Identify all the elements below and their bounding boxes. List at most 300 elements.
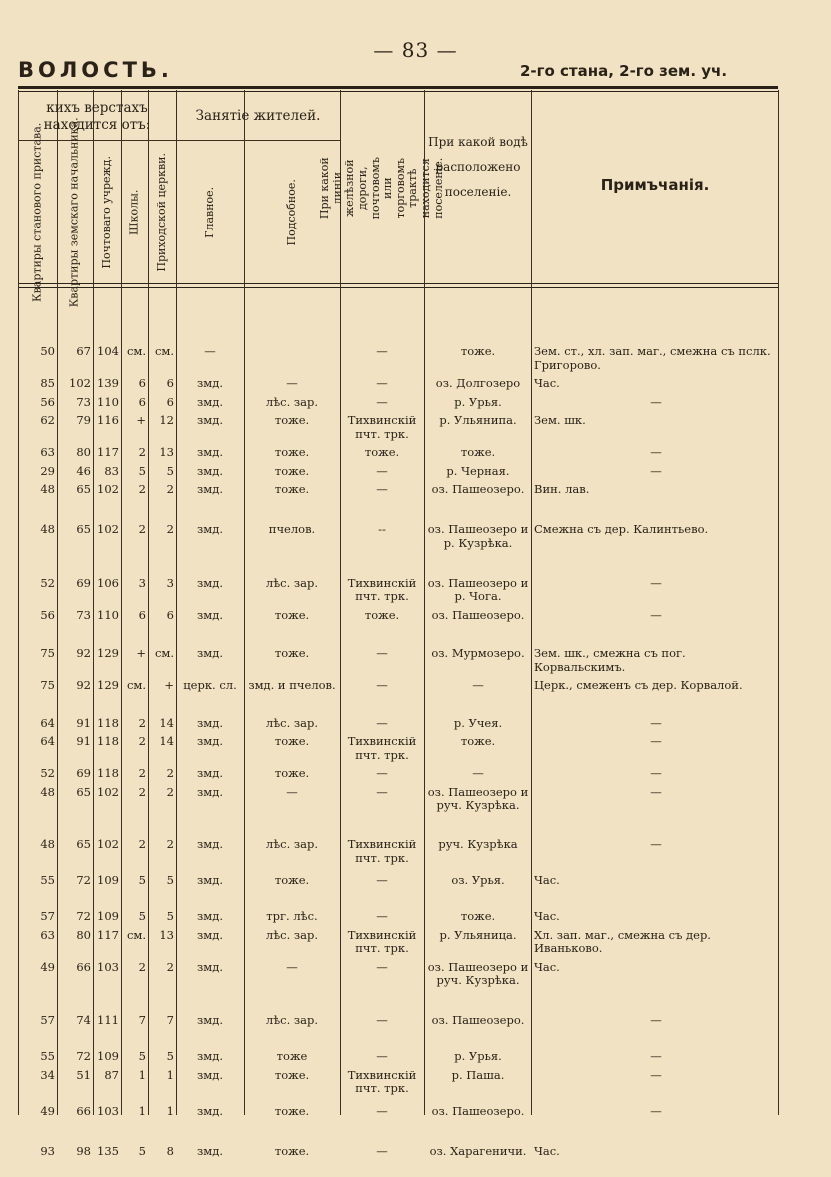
cell-water: р. Черная. — [446, 464, 510, 478]
cell-main: змд. — [197, 910, 223, 924]
table-row — [18, 647, 778, 679]
cell-water: р. Ульянипа. — [439, 414, 517, 427]
cell-school: 5 — [138, 464, 146, 478]
cell-rail: — — [376, 1014, 388, 1028]
cell-zem: 92 — [76, 679, 91, 693]
table-row — [18, 345, 778, 377]
cell-aux: тоже. — [274, 608, 310, 622]
cell-note: — — [650, 608, 662, 622]
table-row — [18, 717, 778, 736]
cell-post: 106 — [97, 576, 119, 590]
header-zem: Квартиры земскаго начальника. — [67, 117, 81, 307]
cell-aux: тоже — [276, 1050, 308, 1064]
cell-school: 5 — [138, 874, 146, 888]
data-table — [18, 345, 778, 1177]
cell-zem: 65 — [76, 523, 91, 537]
cell-school: 6 — [138, 395, 146, 409]
table-row — [18, 1145, 778, 1177]
cell-stan: 52 — [40, 767, 55, 781]
header-railway: При какой линіи желѣзной дороги, почтовомъ или торговомъ трактѣ находится поселеніе. — [317, 156, 445, 220]
cell-main: змд. — [197, 1014, 223, 1028]
cell-main: змд. — [197, 446, 223, 459]
cell-note: Час. — [534, 377, 560, 390]
cell-rail: — — [376, 785, 388, 799]
cell-rail: — — [376, 1104, 388, 1118]
cell-post: 109 — [97, 1050, 119, 1064]
header-bottom-rule-2 — [18, 287, 778, 288]
cell-aux: лѣс. зар. — [265, 838, 319, 852]
cell-note: Церк., смеженъ съ дер. Корвалой. — [534, 679, 743, 693]
cell-post: 117 — [97, 928, 119, 942]
table-row — [18, 377, 778, 396]
cell-church: 5 — [166, 874, 174, 888]
cell-school: 5 — [138, 1050, 146, 1064]
cell-church: 6 — [166, 608, 174, 622]
cell-main: змд. — [197, 785, 223, 799]
cell-water: р. Ульяница. — [439, 928, 517, 942]
table-row — [18, 961, 778, 1015]
cell-zem: 92 — [76, 647, 91, 661]
cell-rail: Тихвинскій пчт. трк. — [347, 838, 417, 865]
cell-water: р. Учея. — [453, 716, 503, 730]
cell-school: см. — [126, 345, 146, 358]
cell-school: 2 — [138, 735, 146, 749]
cell-rail: — — [376, 716, 388, 730]
cell-water: тоже. — [460, 446, 496, 459]
cell-church: 12 — [159, 414, 174, 427]
cell-aux: тоже. — [274, 1068, 310, 1082]
cell-school: + — [136, 414, 146, 427]
cell-note: — — [650, 1068, 662, 1082]
cell-water: оз. Пашеозеро и р. Кузрѣка. — [427, 523, 529, 550]
cell-post: 103 — [97, 1104, 119, 1118]
table-row — [18, 910, 778, 929]
cell-water: — — [472, 679, 484, 693]
header-water: При какой водѣ расположено поселеніе. — [428, 135, 528, 199]
cell-rail: тоже. — [364, 608, 400, 622]
cell-water: оз. Мурмозеро. — [431, 647, 525, 661]
cell-post: 118 — [97, 767, 119, 781]
cell-zem: 46 — [76, 464, 91, 478]
cell-note: Смежна съ дер. Калинтьево. — [534, 523, 709, 537]
table-row — [18, 1050, 778, 1069]
cell-zem: 67 — [76, 345, 91, 358]
cell-church: 5 — [166, 910, 174, 924]
cell-main: змд. — [197, 874, 223, 888]
cell-note: — — [650, 1014, 662, 1028]
cell-note: Вин. лав. — [534, 483, 590, 496]
cell-church: 5 — [166, 464, 174, 478]
cell-post: 102 — [97, 523, 119, 537]
cell-post: 139 — [97, 377, 119, 390]
cell-main: змд. — [197, 1068, 223, 1082]
distance-group-header: кихъ верстахъ находится отъ: — [43, 100, 151, 133]
cell-church: 6 — [166, 377, 174, 390]
cell-zem: 80 — [76, 928, 91, 942]
cell-rail: — — [376, 874, 388, 888]
cell-main: змд. — [197, 464, 223, 478]
cell-school: 2 — [138, 785, 146, 799]
cell-aux: тоже. — [274, 1104, 310, 1118]
cell-aux: лѣс. зар. — [265, 716, 319, 730]
table-row — [18, 735, 778, 767]
cell-aux: тоже. — [274, 483, 310, 496]
cell-zem: 65 — [76, 785, 91, 799]
cell-zem: 65 — [76, 483, 91, 496]
cell-rail: Тихвинскій пчт. трк. — [347, 735, 417, 762]
header-notes: Примъчанія. — [600, 176, 710, 194]
cell-aux: лѣс. зар. — [265, 928, 319, 942]
cell-main: змд. — [197, 960, 223, 974]
cell-main: змд. — [197, 1144, 223, 1158]
cell-school: 2 — [138, 838, 146, 852]
cell-note: Час. — [534, 874, 560, 888]
table-row — [18, 786, 778, 838]
cell-stan: 64 — [40, 716, 55, 730]
cell-water: р. Паша. — [451, 1068, 505, 1082]
cell-church: 14 — [159, 735, 174, 749]
cell-stan: 49 — [40, 960, 55, 974]
cell-stan: 56 — [40, 395, 55, 409]
cell-main: змд. — [197, 483, 223, 496]
cell-rail: Тихвинскій пчт. трк. — [347, 928, 417, 956]
cell-stan: 34 — [40, 1068, 55, 1082]
cell-water: оз. Пашеозеро и руч. Кузрѣка. — [427, 960, 529, 988]
table-row — [18, 874, 778, 910]
table-row — [18, 465, 778, 484]
cell-note: — — [650, 1050, 662, 1064]
cell-rail: — — [376, 1144, 388, 1158]
cell-stan: 48 — [40, 838, 55, 852]
cell-school: 2 — [138, 523, 146, 537]
cell-school: 2 — [138, 483, 146, 496]
cell-school: 2 — [138, 446, 146, 459]
table-row — [18, 679, 778, 716]
cell-main: змд. — [197, 608, 223, 622]
table-row — [18, 396, 778, 415]
header-right: 2-го стана, 2-го зем. уч. — [520, 62, 728, 80]
table-row — [18, 577, 778, 609]
cell-aux: змд. и пчелов. — [248, 679, 336, 693]
cell-church: 2 — [166, 960, 174, 974]
cell-note: — — [650, 838, 662, 852]
cell-zem: 73 — [76, 608, 91, 622]
cell-school: + — [136, 647, 146, 661]
cell-zem: 102 — [69, 377, 91, 390]
cell-church: см. — [154, 345, 174, 358]
cell-post: 83 — [104, 464, 119, 478]
cell-zem: 79 — [76, 414, 91, 427]
cell-stan: 55 — [40, 1050, 55, 1064]
cell-note: Час. — [534, 1144, 560, 1158]
cell-note: Хл. зап. маг., смежна съ дер. Иваньково. — [534, 928, 711, 956]
cell-school: 5 — [138, 1144, 146, 1158]
cell-church: 2 — [166, 483, 174, 496]
cell-church: 3 — [166, 576, 174, 590]
header-left: ВОЛОСТЬ. — [18, 58, 173, 82]
cell-main: змд. — [197, 377, 223, 390]
table-row — [18, 609, 778, 648]
cell-stan: 57 — [40, 910, 55, 924]
cell-water: тоже. — [460, 735, 496, 749]
cell-note: — — [650, 785, 662, 799]
cell-rail: Тихвинскій пчт. трк. — [347, 1068, 417, 1096]
cell-rail: — — [376, 910, 388, 924]
cell-stan: 49 — [40, 1104, 55, 1118]
cell-stan: 75 — [40, 647, 55, 661]
table-row — [18, 1105, 778, 1145]
cell-stan: 52 — [40, 576, 55, 590]
cell-water: р. Урья. — [454, 395, 502, 409]
cell-stan: 63 — [40, 928, 55, 942]
cell-water: оз. Пашеозеро. — [431, 608, 525, 622]
cell-rail: — — [376, 464, 388, 478]
cell-rail: — — [376, 377, 388, 390]
cell-zem: 72 — [76, 1050, 91, 1064]
cell-post: 117 — [97, 446, 119, 459]
cell-post: 110 — [97, 608, 119, 622]
cell-post: 129 — [97, 647, 119, 661]
table-row — [18, 1014, 778, 1050]
cell-note: Зем. шк., смежна съ пог. Корвальскимъ. — [534, 647, 686, 674]
cell-post: 111 — [97, 1014, 119, 1028]
cell-zem: 80 — [76, 446, 91, 459]
table-row — [18, 483, 778, 523]
cell-note: Час. — [534, 910, 560, 924]
cell-church: 5 — [166, 1050, 174, 1064]
cell-note: — — [650, 735, 662, 749]
cell-school: 5 — [138, 910, 146, 924]
cell-school: 2 — [138, 716, 146, 730]
cell-water: оз. Пашеозеро. — [431, 1104, 525, 1118]
cell-main: змд. — [197, 1050, 223, 1064]
cell-school: 1 — [138, 1068, 146, 1082]
cell-stan: 57 — [40, 1014, 55, 1028]
cell-rail: тоже. — [364, 446, 400, 459]
cell-school: см. — [126, 679, 146, 693]
cell-water: оз. Пашеозеро и руч. Кузрѣка. — [427, 785, 529, 813]
cell-church: 2 — [166, 838, 174, 852]
cell-aux: пчелов. — [268, 523, 316, 537]
cell-post: 110 — [97, 395, 119, 409]
cell-main: змд. — [197, 523, 223, 537]
cell-stan: 29 — [40, 464, 55, 478]
cell-zem: 91 — [76, 716, 91, 730]
cell-zem: 66 — [76, 960, 91, 974]
cell-post: 102 — [97, 838, 119, 852]
cell-main: — — [204, 345, 216, 358]
cell-rail: — — [376, 960, 388, 974]
cell-post: 116 — [97, 414, 119, 427]
cell-main: змд. — [197, 414, 223, 427]
cell-post: 129 — [97, 679, 119, 693]
header-church: Приходской церкви. — [154, 152, 168, 272]
cell-water: тоже. — [460, 910, 496, 924]
cell-rail: — — [376, 345, 388, 358]
cell-church: 1 — [166, 1068, 174, 1082]
cell-school: 6 — [138, 377, 146, 390]
cell-church: 7 — [166, 1014, 174, 1028]
cell-water: руч. Кузрѣка — [438, 838, 518, 852]
table-row — [18, 523, 778, 577]
cell-aux: тоже. — [274, 1144, 310, 1158]
cell-aux: лѣс. зар. — [265, 576, 319, 590]
cell-aux: тоже. — [274, 464, 310, 478]
table-row — [18, 929, 778, 961]
cell-water: оз. Харагеничи. — [429, 1144, 527, 1158]
cell-main: церк. сл. — [183, 679, 237, 693]
cell-main: змд. — [197, 1104, 223, 1118]
cell-stan: 48 — [40, 785, 55, 799]
table-row — [18, 767, 778, 786]
cell-water: оз. Пашеозеро. — [431, 483, 525, 496]
cell-stan: 64 — [40, 735, 55, 749]
cell-aux: тоже. — [274, 414, 310, 427]
cell-stan: 75 — [40, 679, 55, 693]
cell-zem: 51 — [76, 1068, 91, 1082]
cell-post: 87 — [104, 1068, 119, 1082]
cell-note: Зем. шк. — [534, 414, 586, 427]
cell-main: змд. — [197, 395, 223, 409]
top-rule — [18, 86, 778, 89]
cell-stan: 85 — [40, 377, 55, 390]
cell-school: 7 — [138, 1014, 146, 1028]
cell-rail: — — [376, 395, 388, 409]
cell-school: 2 — [138, 767, 146, 781]
header-post: Почтоваго учрежд. — [99, 155, 113, 269]
col-line — [778, 90, 779, 1115]
table-row — [18, 414, 778, 446]
cell-water: оз. Урья. — [451, 874, 505, 888]
cell-school: 2 — [138, 960, 146, 974]
occupation-group-rule — [176, 140, 340, 141]
cell-main: змд. — [197, 716, 223, 730]
cell-school: 3 — [138, 576, 146, 590]
cell-zem: 69 — [76, 576, 91, 590]
occupation-group-header: Занятіе жителей. — [195, 108, 321, 124]
cell-zem: 74 — [76, 1014, 91, 1028]
cell-post: 135 — [97, 1144, 119, 1158]
cell-zem: 91 — [76, 735, 91, 749]
cell-note: — — [650, 716, 662, 730]
cell-aux: — — [286, 377, 298, 390]
cell-post: 103 — [97, 960, 119, 974]
cell-note: — — [650, 446, 662, 459]
cell-zem: 65 — [76, 838, 91, 852]
cell-zem: 73 — [76, 395, 91, 409]
cell-rail: — — [376, 647, 388, 661]
cell-main: змд. — [197, 647, 223, 661]
cell-rail: — — [376, 679, 388, 693]
cell-zem: 72 — [76, 910, 91, 924]
cell-main: змд. — [197, 576, 223, 590]
cell-rail: Тихвинскій пчт. трк. — [347, 576, 417, 604]
cell-stan: 93 — [40, 1144, 55, 1158]
cell-church: 2 — [166, 767, 174, 781]
header-main: Главное. — [202, 186, 216, 238]
cell-note: Час. — [534, 960, 560, 974]
cell-school: 1 — [138, 1104, 146, 1118]
cell-post: 104 — [97, 345, 119, 358]
header-bottom-rule — [18, 283, 778, 284]
cell-church: 14 — [159, 716, 174, 730]
cell-church: 2 — [166, 523, 174, 537]
cell-church: 8 — [166, 1144, 174, 1158]
cell-church: + — [164, 679, 174, 693]
top-rule-thin — [18, 91, 778, 92]
cell-post: 118 — [97, 716, 119, 730]
cell-rail: Тихвинскій пчт. трк. — [347, 414, 417, 441]
cell-church: 13 — [159, 928, 174, 942]
cell-aux: лѣс. зар. — [265, 1014, 319, 1028]
cell-main: змд. — [197, 767, 223, 781]
table-row — [18, 446, 778, 465]
cell-school: см. — [126, 928, 146, 942]
cell-aux: тоже. — [274, 647, 310, 661]
cell-post: 118 — [97, 735, 119, 749]
cell-rail: — — [376, 483, 388, 496]
cell-aux: тоже. — [274, 446, 310, 459]
cell-main: змд. — [197, 928, 223, 942]
cell-main: змд. — [197, 838, 223, 852]
cell-note: — — [650, 576, 662, 590]
cell-stan: 63 — [40, 446, 55, 459]
cell-aux: тоже. — [274, 874, 310, 888]
cell-note: Зем. ст., хл. зап. маг., смежна съ пслк. Григорово. — [534, 345, 771, 372]
table-row — [18, 1069, 778, 1105]
cell-church: 1 — [166, 1104, 174, 1118]
cell-water: оз. Пашеозеро. — [431, 1014, 525, 1028]
cell-water: оз. Пашеозеро и р. Чога. — [427, 576, 529, 604]
cell-church: 6 — [166, 395, 174, 409]
cell-aux: лѣс. зар. — [265, 395, 319, 409]
cell-stan: 48 — [40, 523, 55, 537]
cell-rail: — — [376, 1050, 388, 1064]
cell-aux: — — [286, 785, 298, 799]
cell-note: — — [650, 767, 662, 781]
cell-aux: тоже. — [274, 735, 310, 749]
table-row — [18, 838, 778, 874]
cell-school: 6 — [138, 608, 146, 622]
cell-rail: -- — [378, 523, 386, 537]
cell-church: 13 — [159, 446, 174, 459]
cell-main: змд. — [197, 735, 223, 749]
cell-stan: 55 — [40, 874, 55, 888]
cell-note: — — [650, 1104, 662, 1118]
cell-stan: 56 — [40, 608, 55, 622]
header-stan: Квартиры станового пристава. — [30, 122, 44, 302]
cell-church: см. — [154, 647, 174, 661]
header-school: Школы. — [127, 189, 141, 235]
page-number: — 83 — — [373, 38, 458, 62]
header-aux: Подсобное. — [284, 178, 298, 246]
cell-aux: тоже. — [274, 767, 310, 781]
cell-aux: — — [286, 960, 298, 974]
cell-stan: 62 — [40, 414, 55, 427]
cell-water: тоже. — [460, 345, 496, 358]
cell-zem: 72 — [76, 874, 91, 888]
cell-note: — — [650, 395, 662, 409]
cell-note: — — [650, 464, 662, 478]
cell-water: р. Урья. — [454, 1050, 502, 1064]
cell-post: 109 — [97, 874, 119, 888]
cell-post: 102 — [97, 483, 119, 496]
cell-zem: 69 — [76, 767, 91, 781]
cell-rail: — — [376, 767, 388, 781]
cell-post: 109 — [97, 910, 119, 924]
cell-zem: 66 — [76, 1104, 91, 1118]
cell-stan: 48 — [40, 483, 55, 496]
